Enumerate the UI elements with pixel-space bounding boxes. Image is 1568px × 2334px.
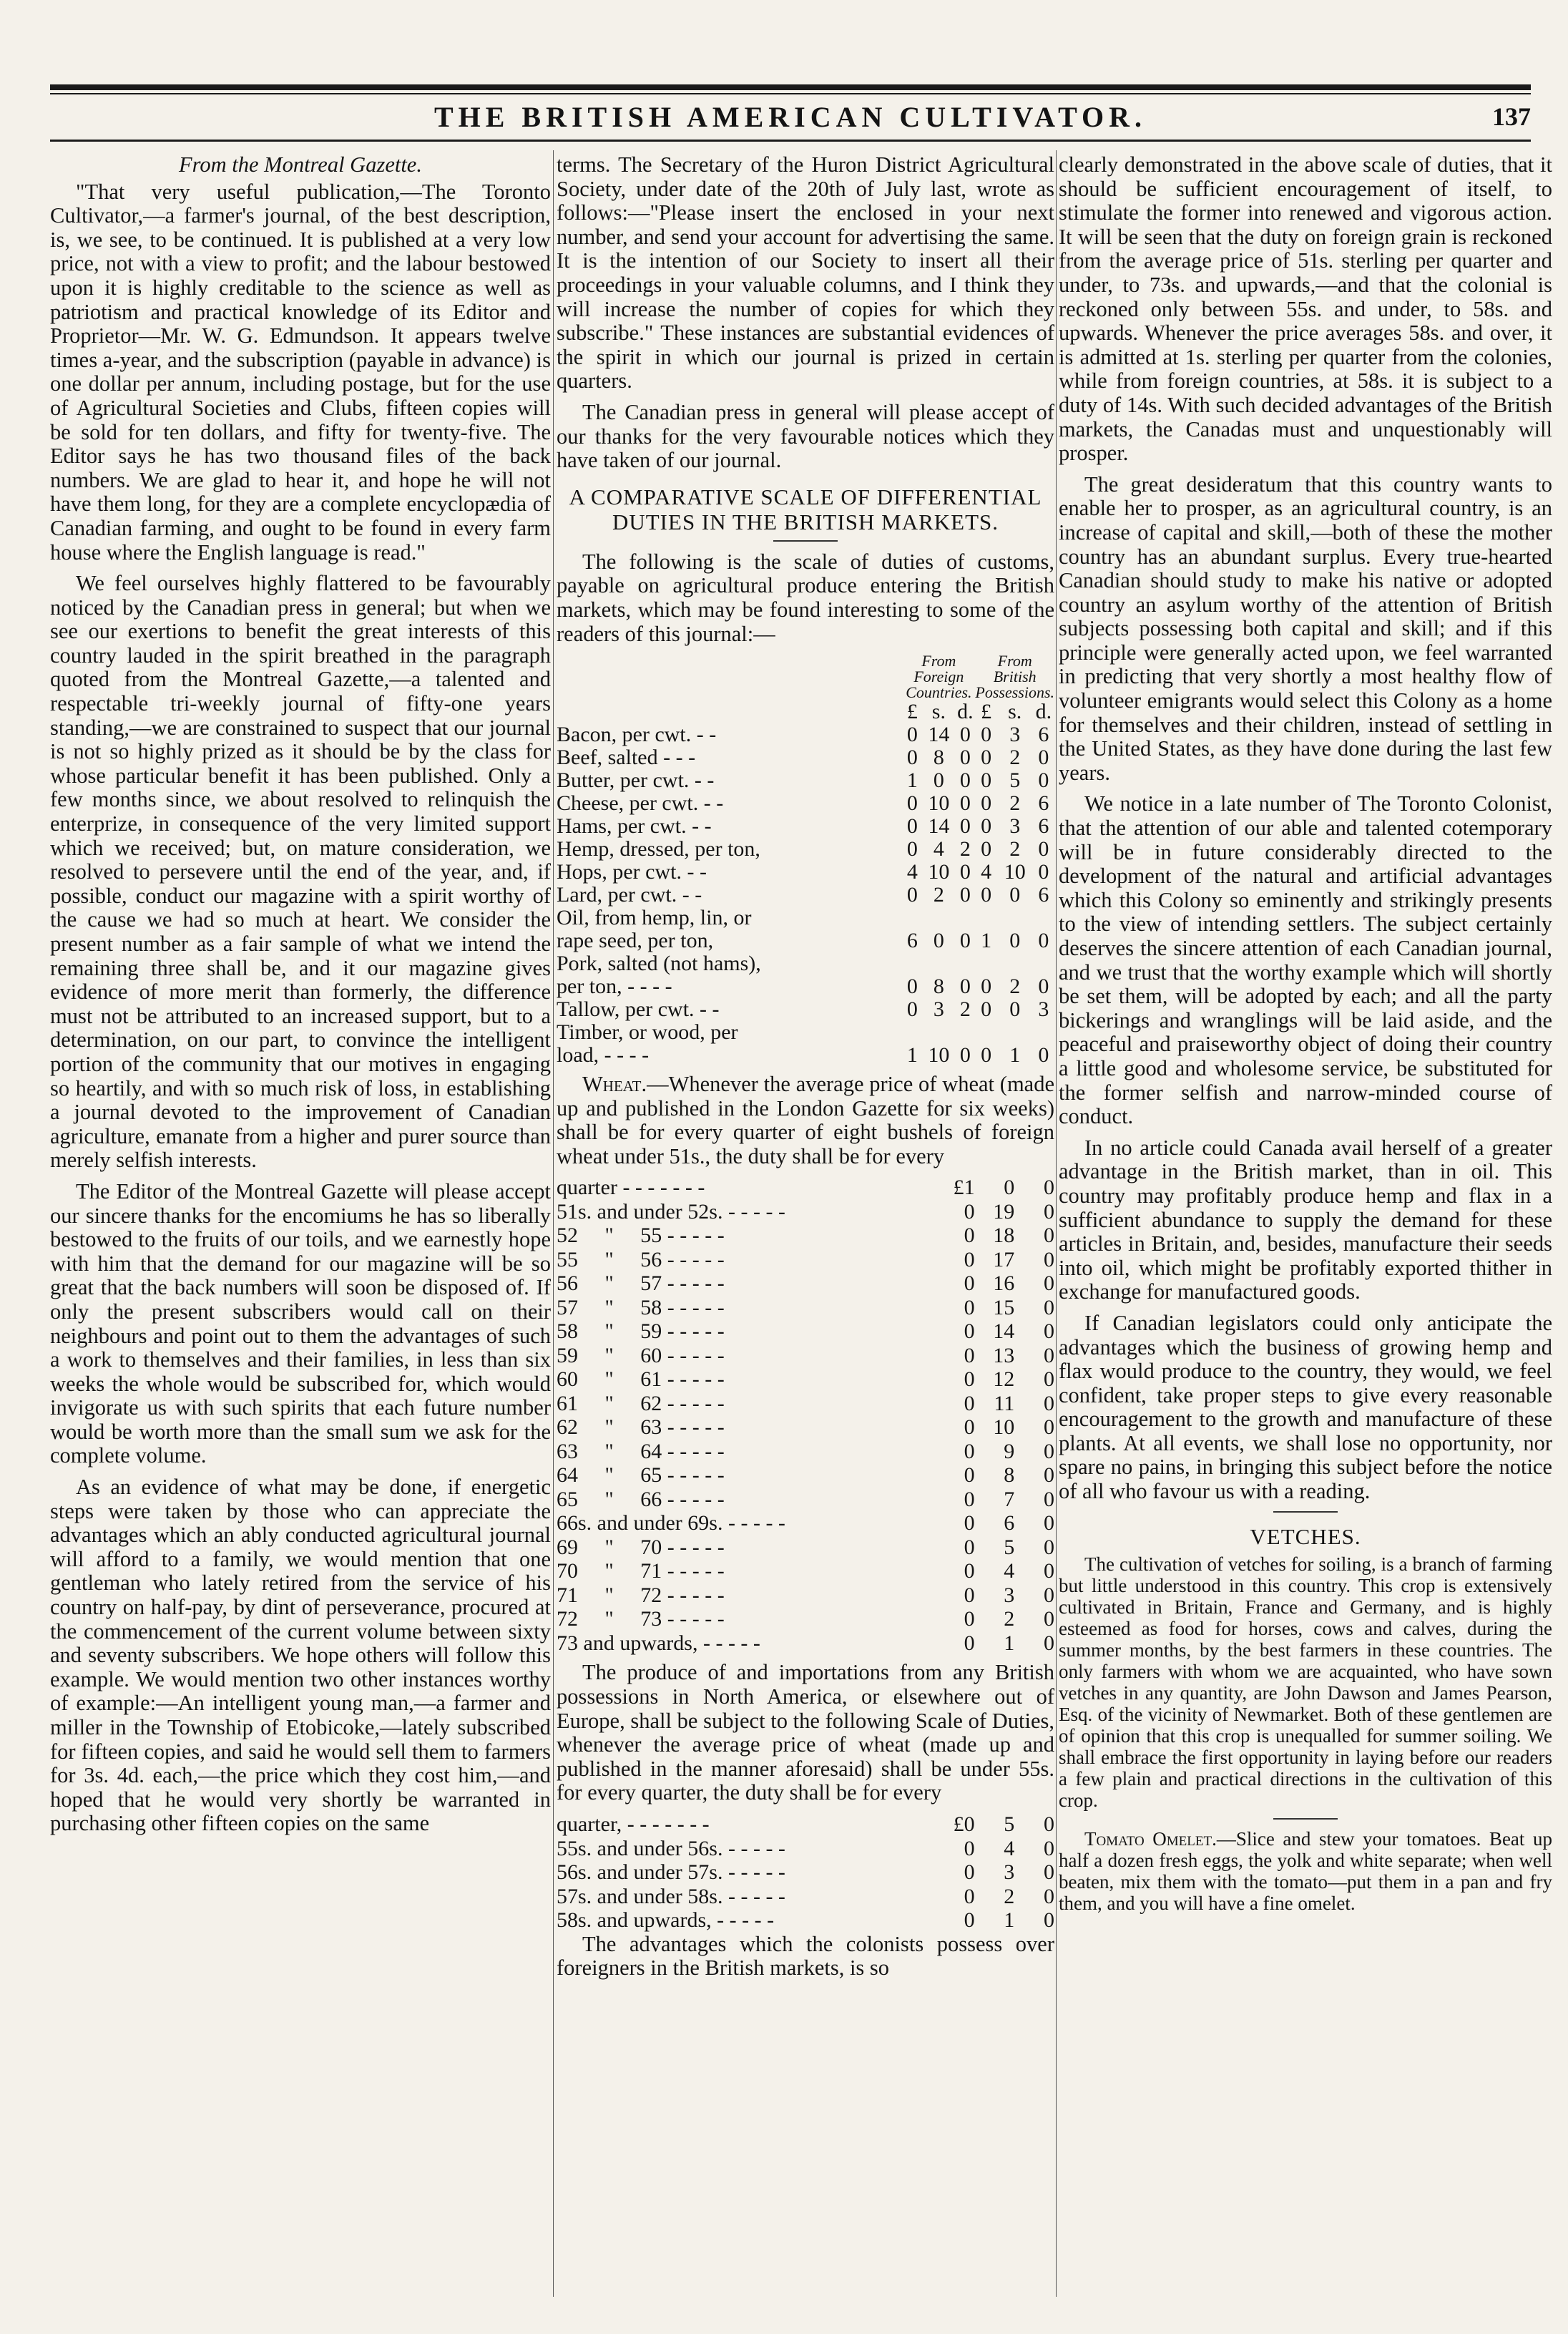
- row-pounds: 0: [964, 1836, 975, 1860]
- table-row: [557, 1511, 1054, 1535]
- row-value: 1: [1009, 1043, 1021, 1068]
- table-row: [557, 723, 1054, 746]
- row-value: 8: [933, 975, 944, 999]
- row-shillings: 4: [1004, 1559, 1015, 1583]
- row-pence: 0: [1044, 1463, 1054, 1488]
- row-price-range: 56 " 57 - - - - -: [557, 1271, 725, 1296]
- duties-table: [557, 653, 1054, 1067]
- table-row: [557, 929, 1054, 952]
- row-price-range: 57 " 58 - - - - -: [557, 1295, 725, 1319]
- row-shillings: 1: [1004, 1908, 1015, 1933]
- row-value: 2: [1009, 746, 1021, 770]
- row-value: 0: [1038, 975, 1049, 999]
- masthead-bottom-rule: [50, 140, 1531, 142]
- row-shillings: 13: [993, 1343, 1015, 1367]
- row-pounds: £1: [953, 1176, 975, 1200]
- row-value: 0: [1038, 1043, 1049, 1068]
- row-shillings: 19: [993, 1199, 1015, 1224]
- row-pounds: 0: [964, 1343, 975, 1367]
- table-row: [557, 815, 1054, 838]
- column-1: [50, 153, 551, 1843]
- row-value: [955, 952, 975, 975]
- table-row: [557, 1607, 1054, 1631]
- row-pence: 0: [1044, 1271, 1054, 1296]
- row-price-range: 69 " 70 - - - - -: [557, 1535, 725, 1559]
- row-pounds: 0: [964, 1391, 975, 1415]
- row-value: 8: [933, 746, 944, 770]
- paragraph: The cultivation of vetches for soiling, is a branch of farming but little understood in this country. This crop is extensively cultivated in Britain, France and Germany, and is highly esteemed as food for horses, cows and calves, during the summer months, by the best farmers in these countries. The only farmers with whom we are acquainted, who have sown vetches in any quantity, are John Dawson and James Pearson, Esq. of the vicinity of Newmarket. Both of these gentlemen are of opinion that this crop is unequalled for summer soiling. We shall embrace the first opportunity in laying before our readers a few plain and practical directions in the cultivation of this crop.: [1059, 1553, 1552, 1811]
- row-value: 1: [906, 768, 918, 793]
- table-unit-row: [557, 700, 1054, 723]
- run-in-heading: Tomato Omelet.: [1084, 1827, 1217, 1850]
- row-value: 6: [906, 929, 918, 953]
- row-shillings: 4: [1004, 1836, 1015, 1860]
- row-value: 2: [1009, 975, 1021, 999]
- row-price-range: quarter - - - - - - -: [557, 1176, 705, 1200]
- row-value: [922, 907, 955, 929]
- row-item: load, - - - -: [557, 1043, 650, 1068]
- row-shillings: 3: [1004, 1860, 1015, 1885]
- row-value: 0: [959, 975, 971, 999]
- row-value: 0: [959, 746, 971, 770]
- row-value: 14: [928, 723, 950, 747]
- section-heading: A COMPARATIVE SCALE OF DIFFERENTIAL DUTIES IN THE BRITISH MARKETS.: [569, 484, 1042, 534]
- row-pence: 0: [1044, 1535, 1054, 1559]
- heading-rule: [1273, 1511, 1338, 1513]
- row-shillings: 7: [1004, 1487, 1015, 1511]
- row-value: [1033, 1021, 1054, 1044]
- row-value: 6: [1038, 791, 1049, 816]
- table-row: [557, 1021, 1054, 1044]
- row-pounds: 0: [964, 1583, 975, 1607]
- row-price-range: 64 " 65 - - - - -: [557, 1463, 725, 1488]
- masthead-top-rule: [50, 84, 1531, 90]
- row-pence: 0: [1044, 1439, 1054, 1463]
- row-value: 5: [1009, 768, 1021, 793]
- row-value: [997, 952, 1033, 975]
- row-value: [922, 1021, 955, 1044]
- row-shillings: 6: [1004, 1511, 1015, 1535]
- row-shillings: 1: [1004, 1631, 1015, 1655]
- table-row: [557, 1812, 1054, 1837]
- row-value: 6: [1038, 883, 1049, 907]
- row-pounds: 0: [964, 1463, 975, 1488]
- row-value: [902, 1021, 922, 1044]
- row-value: 0: [981, 1043, 992, 1068]
- heading-rule: [1273, 1818, 1338, 1820]
- row-shillings: 8: [1004, 1463, 1015, 1488]
- table-row: [557, 1044, 1054, 1067]
- row-shillings: 2: [1004, 1884, 1015, 1908]
- paragraph: In no article could Canada avail herself of a greater advantage in the British market, than in oil. This country may profitably produce hemp and flax in a sufficient abundance to supply the demand for these articles in Britain, and, besides, manufacture their seeds into oil, which might be profitably exported thither in exchange for manufactured goods.: [1059, 1135, 1552, 1304]
- row-value: 0: [959, 723, 971, 747]
- row-pence: 0: [1044, 1487, 1054, 1511]
- row-value: 0: [933, 768, 944, 793]
- row-pence: 0: [1044, 1511, 1054, 1535]
- row-pounds: 0: [964, 1884, 975, 1908]
- row-pounds: 0: [964, 1271, 975, 1296]
- row-price-range: 51s. and under 52s. - - - - -: [557, 1199, 785, 1224]
- row-value: 3: [933, 997, 944, 1022]
- row-pence: 0: [1044, 1319, 1054, 1344]
- row-pence: 0: [1044, 1295, 1054, 1319]
- paragraph: The following is the scale of duties of customs, payable on agricultural produce entering the British markets, which may be found interesting to some of the readers of this journal:—: [557, 549, 1054, 646]
- table-row: [557, 1860, 1054, 1885]
- row-price-range: 63 " 64 - - - - -: [557, 1439, 725, 1463]
- row-pounds: 0: [964, 1224, 975, 1248]
- row-shillings: 5: [1004, 1535, 1015, 1559]
- row-value: [975, 952, 996, 975]
- paragraph-text: —Slice and stew your tomatoes. Beat up half a dozen fresh eggs, the yolk and white separate; when well beaten, mix them with the tomato—put them in a pan and fry them, and you will have a fine omelet.: [1059, 1827, 1552, 1914]
- table-row: [557, 1488, 1054, 1512]
- row-shillings: 9: [1004, 1439, 1015, 1463]
- row-value: 0: [906, 997, 918, 1022]
- row-value: [1033, 907, 1054, 929]
- row-value: 0: [1038, 837, 1049, 861]
- row-shillings: 18: [993, 1224, 1015, 1248]
- row-pence: 0: [1044, 1343, 1054, 1367]
- row-shillings: 14: [993, 1319, 1015, 1344]
- unit-shillings: s.: [931, 700, 946, 724]
- row-value: 10: [928, 860, 950, 884]
- row-value: 3: [1009, 814, 1021, 839]
- row-pounds: £0: [953, 1812, 975, 1837]
- table-row: [557, 1224, 1054, 1248]
- row-value: 0: [1009, 883, 1021, 907]
- row-value: 1: [906, 1043, 918, 1068]
- row-value: 3: [1038, 997, 1049, 1022]
- row-value: 0: [959, 814, 971, 839]
- row-value: 0: [906, 814, 918, 839]
- table-row: [557, 1176, 1054, 1200]
- run-in-heading: Wheat.: [582, 1072, 647, 1097]
- row-price-range: 62 " 63 - - - - -: [557, 1415, 725, 1440]
- row-pounds: 0: [964, 1295, 975, 1319]
- table-row: [557, 998, 1054, 1021]
- row-shillings: 12: [993, 1367, 1015, 1392]
- paragraph-text: —Whenever the average price of wheat (made up and published in the London Gazette for six weeks) shall be for every quarter of eight bushels of foreign wheat under 51s., the duty shall be for every: [557, 1072, 1054, 1168]
- row-value: 0: [1038, 860, 1049, 884]
- row-item: Tallow, per cwt. - -: [557, 997, 720, 1022]
- row-pounds: 0: [964, 1415, 975, 1440]
- paragraph: terms. The Secretary of the Huron District Agricultural Society, under date of the 20th of July last, wrote as follows:—"Please insert the enclosed in your next number, and send your account for advertising the same. It is the intention of our Society to insert all their proceedings in your valuable columns, and I think they will increase the number of copies for which they subscribe." These instances are substantial evidences of the spirit in which our journal is prized in certain quarters.: [557, 152, 1054, 394]
- row-value: 0: [981, 791, 992, 816]
- row-pence: 0: [1044, 1860, 1054, 1885]
- table-row: [557, 1200, 1054, 1224]
- row-price-range: 59 " 60 - - - - -: [557, 1343, 725, 1367]
- table-row: [557, 1271, 1054, 1296]
- unit-shillings: s.: [1008, 700, 1022, 724]
- row-item: Timber, or wood, per: [557, 1020, 738, 1045]
- table-row: [557, 746, 1054, 769]
- unit-pounds: £: [981, 700, 992, 724]
- row-value: [922, 952, 955, 975]
- row-value: 0: [906, 837, 918, 861]
- paragraph: The Editor of the Montreal Gazette will please accept our sincere thanks for the encomiums he has so liberally bestowed to the fruits of our toils, and we earnestly hope with him that the demand for our magazine will be so great that the back numbers will soon be disposed of. If only the present subscribers would call on their neighbours and point out to them the advantages of such a work to themselves and their families, in less than six weeks the whole would be subscribed for, which would invigorate us with such spirits that each future number would be worth more than the small sum we ask for the complete volume.: [50, 1178, 551, 1468]
- row-pence: 0: [1044, 1812, 1054, 1837]
- unit-pence: d.: [1035, 700, 1052, 724]
- unit-pence: d.: [957, 700, 974, 724]
- row-pounds: 0: [964, 1860, 975, 1885]
- row-item: Hemp, dressed, per ton,: [557, 837, 760, 861]
- row-value: [1033, 952, 1054, 975]
- masthead: [50, 84, 1531, 142]
- row-value: 0: [933, 929, 944, 953]
- row-value: 0: [981, 975, 992, 999]
- table-row: [557, 1415, 1054, 1440]
- row-value: 0: [959, 883, 971, 907]
- row-value: 3: [1009, 723, 1021, 747]
- paragraph: clearly demonstrated in the above scale of duties, that it should be sufficient encouragement of itself, to stimulate the former into renewed and vigorous action. It will be seen that the duty on foreign grain is reckoned from the average price of 51s. sterling per quarter and under, to 73s. and upwards,—and that the colonial is reckoned only between 55s. and under, to 58s. and upwards. Whenever the price averages 58s. and over, it is admitted at 1s. sterling per quarter from the colonies, while from foreign countries, at 58s. it is subject to a duty of 14s. With such decided advantages of the British markets, the Canadas must and unquestionably will prosper.: [1059, 152, 1552, 466]
- column-divider: [1056, 150, 1057, 2297]
- row-shillings: 17: [993, 1247, 1015, 1271]
- table-row: [557, 1463, 1054, 1488]
- row-pence: 0: [1044, 1607, 1054, 1631]
- row-price-range: 55 " 56 - - - - -: [557, 1247, 725, 1271]
- row-value: 0: [981, 768, 992, 793]
- paragraph: The great desideratum that this country wants to enable her to prosper, as an agricultural country, is an increase of capital and skill,—both of these the mother country has an abundant surplus. Every true-hearted Canadian should study to make his native or adopted country an asylum worthy of the attention of British subjects possessing both capital and skill; and if this principle were generally acted upon, we feel warranted in predicting that very shortly a most healthy flow of volunteer emigrants would select this Colony as a home for themselves and their children, instead of settling in the United States, as they have done during the last few years.: [1059, 472, 1552, 785]
- row-shillings: 15: [993, 1295, 1015, 1319]
- paragraph: The Canadian press in general will please accept of our thanks for the very favourable notices which they have taken of our journal.: [557, 399, 1054, 473]
- table-row: [557, 952, 1054, 975]
- row-pence: 0: [1044, 1391, 1054, 1415]
- row-item: Butter, per cwt. - -: [557, 768, 715, 793]
- row-item: Lard, per cwt. - -: [557, 883, 702, 907]
- unit-pounds: £: [906, 700, 918, 724]
- row-value: 4: [906, 860, 918, 884]
- row-value: 2: [959, 837, 971, 861]
- row-value: 0: [981, 746, 992, 770]
- row-item: Oil, from hemp, lin, or: [557, 906, 752, 930]
- column-2: [557, 153, 1054, 1988]
- row-value: [975, 1021, 996, 1044]
- row-value: 0: [981, 723, 992, 747]
- row-price-range: quarter, - - - - - - -: [557, 1812, 710, 1837]
- row-value: 4: [981, 860, 992, 884]
- column-header-foreign: From Foreign Countries.: [906, 652, 972, 702]
- row-price-range: 71 " 72 - - - - -: [557, 1583, 725, 1607]
- row-value: 0: [981, 883, 992, 907]
- row-shillings: 5: [1004, 1812, 1015, 1837]
- row-pence: 0: [1044, 1199, 1054, 1224]
- row-value: 0: [981, 814, 992, 839]
- row-value: 6: [1038, 723, 1049, 747]
- table-row: [557, 1837, 1054, 1861]
- row-item: Bacon, per cwt. - -: [557, 723, 717, 747]
- paragraph: "That very useful publication,—The Toronto Cultivator,—a farmer's journal, of the best description, is, we see, to be continued. It is published at a very low price, not with a view to profit; and the labour bestowed upon it is highly creditable to the science as well as patriotism and practical knowledge of its Editor and Proprietor—Mr. W. G. Edmundson. It appears twelve times a-year, and the subscription (payable in advance) is one dollar per annum, including postage, but for the use of Agricultural Societies and Clubs, fifteen copies will be sold for ten dollars, and fifty for twenty-five. The Editor says he has two thousand files of the back numbers. We are glad to hear it, and hope he will not have them long, for they are a complete encyclopædia of Canadian farming, and ought to be found in every farm house where the English language is read.": [50, 179, 551, 565]
- table-row: [557, 1535, 1054, 1560]
- section-heading: VETCHES.: [1250, 1523, 1361, 1549]
- row-value: 0: [959, 1043, 971, 1068]
- row-price-range: 55s. and under 56s. - - - - -: [557, 1836, 785, 1860]
- table-row: [557, 1319, 1054, 1344]
- heading-rule: [773, 540, 838, 542]
- table-row: [557, 975, 1054, 998]
- row-pence: 0: [1044, 1415, 1054, 1440]
- row-value: 0: [1038, 768, 1049, 793]
- row-value: 2: [959, 997, 971, 1022]
- row-item: per ton, - - - -: [557, 975, 672, 999]
- table-row: [557, 1908, 1054, 1933]
- row-item: Hams, per cwt. - -: [557, 814, 712, 839]
- row-price-range: 58s. and upwards, - - - - -: [557, 1908, 775, 1933]
- row-price-range: 52 " 55 - - - - -: [557, 1224, 725, 1248]
- row-shillings: 0: [1004, 1176, 1015, 1200]
- row-value: 0: [959, 929, 971, 953]
- table-row: [557, 792, 1054, 815]
- row-value: 0: [1038, 746, 1049, 770]
- row-price-range: 56s. and under 57s. - - - - -: [557, 1860, 785, 1885]
- article-source: From the Montreal Gazette.: [179, 152, 422, 177]
- table-row: [557, 861, 1054, 884]
- table-row: [557, 1367, 1054, 1392]
- row-pounds: 0: [964, 1631, 975, 1655]
- row-value: 2: [1009, 837, 1021, 861]
- row-value: 0: [906, 746, 918, 770]
- row-value: 0: [959, 791, 971, 816]
- row-pounds: 0: [964, 1367, 975, 1392]
- table-row: [557, 1885, 1054, 1909]
- paragraph: We notice in a late number of The Toronto Colonist, that the attention of our able and talented cotemporary will be in future considerably directed to the development of the natural and artificial advantages which this Colony so eminently and strikingly presents to the view of intending settlers. The subject certainly deserves the sincere attention of each Canadian journal, and we trust that the worthy example which will shortly be set them, will be adopted by each; and all the party bickerings and wranglings will be laid aside, and the peaceful and praiseworthy object of doing their country a little good and wholesome service, be substituted for the former selfish and narrow-minded course of conduct.: [1059, 791, 1552, 1129]
- row-pence: 0: [1044, 1908, 1054, 1933]
- table-row: [557, 1559, 1054, 1583]
- row-price-range: 73 and upwards, - - - - -: [557, 1631, 760, 1655]
- row-price-range: 57s. and under 58s. - - - - -: [557, 1884, 785, 1908]
- table-row: [557, 884, 1054, 907]
- row-pence: 0: [1044, 1583, 1054, 1607]
- row-pounds: 0: [964, 1487, 975, 1511]
- row-value: 0: [959, 860, 971, 884]
- row-item: Pork, salted (not hams),: [557, 952, 761, 976]
- row-pence: 0: [1044, 1224, 1054, 1248]
- row-value: 10: [928, 1043, 950, 1068]
- table-row: [557, 838, 1054, 861]
- row-price-range: 70 " 71 - - - - -: [557, 1559, 725, 1583]
- row-shillings: 16: [993, 1271, 1015, 1296]
- row-pounds: 0: [964, 1511, 975, 1535]
- row-price-range: 65 " 66 - - - - -: [557, 1487, 725, 1511]
- row-value: 0: [906, 883, 918, 907]
- paragraph: [557, 1073, 1054, 1168]
- row-pence: 0: [1044, 1367, 1054, 1392]
- row-price-range: 60 " 61 - - - - -: [557, 1367, 725, 1392]
- row-pence: 0: [1044, 1631, 1054, 1655]
- row-pounds: 0: [964, 1559, 975, 1583]
- masthead-thin-rule: [50, 93, 1531, 94]
- row-value: 0: [981, 997, 992, 1022]
- table-row: [557, 1440, 1054, 1464]
- row-value: 0: [906, 975, 918, 999]
- row-item: Cheese, per cwt. - -: [557, 791, 724, 816]
- row-value: [902, 952, 922, 975]
- row-value: 0: [906, 723, 918, 747]
- table-row: [557, 1248, 1054, 1272]
- row-value: [975, 907, 996, 929]
- row-value: [955, 1021, 975, 1044]
- paragraph: [1059, 1828, 1552, 1914]
- row-item: Beef, salted - - -: [557, 746, 696, 770]
- column-header-british: From British Possessions.: [975, 652, 1055, 702]
- row-value: 10: [928, 791, 950, 816]
- row-shillings: 11: [994, 1391, 1015, 1415]
- page-number: 137: [1492, 102, 1531, 131]
- row-pounds: 0: [964, 1439, 975, 1463]
- row-value: 0: [1038, 929, 1049, 953]
- row-price-range: 58 " 59 - - - - -: [557, 1319, 725, 1344]
- row-value: [955, 907, 975, 929]
- row-value: 0: [981, 837, 992, 861]
- table-row: [557, 1392, 1054, 1416]
- column-3: [1059, 153, 1552, 1921]
- table-row: [557, 1344, 1054, 1368]
- table-row: [557, 1296, 1054, 1320]
- row-value: 10: [1004, 860, 1026, 884]
- row-value: 0: [1009, 997, 1021, 1022]
- row-price-range: 61 " 62 - - - - -: [557, 1391, 725, 1415]
- row-value: 1: [981, 929, 992, 953]
- page-title: THE BRITISH AMERICAN CULTIVATOR.: [433, 101, 1147, 133]
- colonial-wheat-duty-table: [557, 1812, 1054, 1933]
- row-value: 0: [959, 768, 971, 793]
- table-header-row: [557, 653, 1054, 700]
- row-pence: 0: [1044, 1884, 1054, 1908]
- table-row: [557, 1631, 1054, 1656]
- paragraph: The advantages which the colonists possess over foreigners in the British markets, is so: [557, 1931, 1054, 1981]
- row-value: 6: [1038, 814, 1049, 839]
- foreign-wheat-duty-table: [557, 1176, 1054, 1655]
- paragraph: As an evidence of what may be done, if energetic steps were taken by those who can appreciate the advantages which an ably conducted agricultural journal will afford to a family, we would mention that one gentleman who lately retired from the service of his country on half-pay, by dint of perseverance, procured at the commencement of the current volume between sixty and seventy subscribers. We hope others will follow this example. We would mention two other instances worthy of example:—An intelligent young man,—a farmer and miller in the Township of Etobicoke,—lately subscribed for fifteen copies, and said he would sell them to farmers for 3s. 4d. each,—the price which they cost him,—and hoped that he would very shortly be warranted in purchasing other fifteen copies on the same: [50, 1475, 551, 1836]
- row-item: Hops, per cwt. - -: [557, 860, 707, 884]
- row-pounds: 0: [964, 1199, 975, 1224]
- row-shillings: 3: [1004, 1583, 1015, 1607]
- row-value: 0: [906, 791, 918, 816]
- paragraph: If Canadian legislators could only anticipate the advantages which the business of growing hemp and flax would produce to the country, they would, we feel confident, take proper steps to give every reasonable encouragement to the growth and manufacture of these plants. At all events, we shall lose no opportunity, nor spare no pains, in bringing this subject before the notice of all who favour us with a reading.: [1059, 1310, 1552, 1504]
- row-value: [902, 907, 922, 929]
- row-value: 2: [1009, 791, 1021, 816]
- column-divider: [553, 150, 554, 2297]
- row-shillings: 10: [993, 1415, 1015, 1440]
- row-value: [997, 1021, 1033, 1044]
- row-price-range: 66s. and under 69s. - - - - -: [557, 1511, 785, 1535]
- row-pounds: 0: [964, 1908, 975, 1933]
- table-row: [557, 1583, 1054, 1608]
- table-row: [557, 907, 1054, 929]
- table-row: [557, 769, 1054, 792]
- row-pounds: 0: [964, 1607, 975, 1631]
- paragraph: We feel ourselves highly flattered to be favourably noticed by the Canadian press in general; but when we see our exertions to benefit the great interests of this country lauded in the spirit breathed in the paragraph quoted from the Montreal Gazette,—a talented and respectable tri-weekly journal of fifty-one years standing,—we are constrained to suspect that our journal is not so highly prized as it should be by the class for whose particular benefit it has been published. Only a few months since, we about resolved to relinquish the enterprize, in consequence of the very limited support which we received; but, on mature consideration, we resolved to persevere until the end of the year, and, if possible, conduct our magazine with a spirit worthy of the cause we had so much at heart. We consider the present number as a fair sample of what we intend the remaining three shall be, and it our magazine gives evidence of more merit than formerly, the difference must not be attributed to an increased support, but to a determination, on our part, to convince the intelligent portion of the community that our motives in engaging so heartily, and with so much risk of loss, in establishing a journal devoted to the improvement of Canadian agriculture, emanate from a higher and purer source than merely selfish interests.: [50, 571, 551, 1173]
- row-pence: 0: [1044, 1559, 1054, 1583]
- row-value: 4: [933, 837, 944, 861]
- row-pence: 0: [1044, 1836, 1054, 1860]
- paragraph: The produce of and importations from any British possessions in North America, or elsewhere out of Europe, shall be subject to the following Scale of Duties, whenever the average price of wheat (made up and published in the manner aforesaid) shall be under 55s. for every quarter, the duty shall be for every: [557, 1660, 1054, 1805]
- row-item: rape seed, per ton,: [557, 929, 714, 953]
- row-value: 2: [933, 883, 944, 907]
- row-pounds: 0: [964, 1535, 975, 1559]
- row-pence: 0: [1044, 1247, 1054, 1271]
- row-value: [997, 907, 1033, 929]
- row-shillings: 2: [1004, 1607, 1015, 1631]
- row-price-range: 72 " 73 - - - - -: [557, 1607, 725, 1631]
- row-value: 14: [928, 814, 950, 839]
- row-pounds: 0: [964, 1319, 975, 1344]
- row-pounds: 0: [964, 1247, 975, 1271]
- row-pence: 0: [1044, 1176, 1054, 1200]
- row-value: 0: [1009, 929, 1021, 953]
